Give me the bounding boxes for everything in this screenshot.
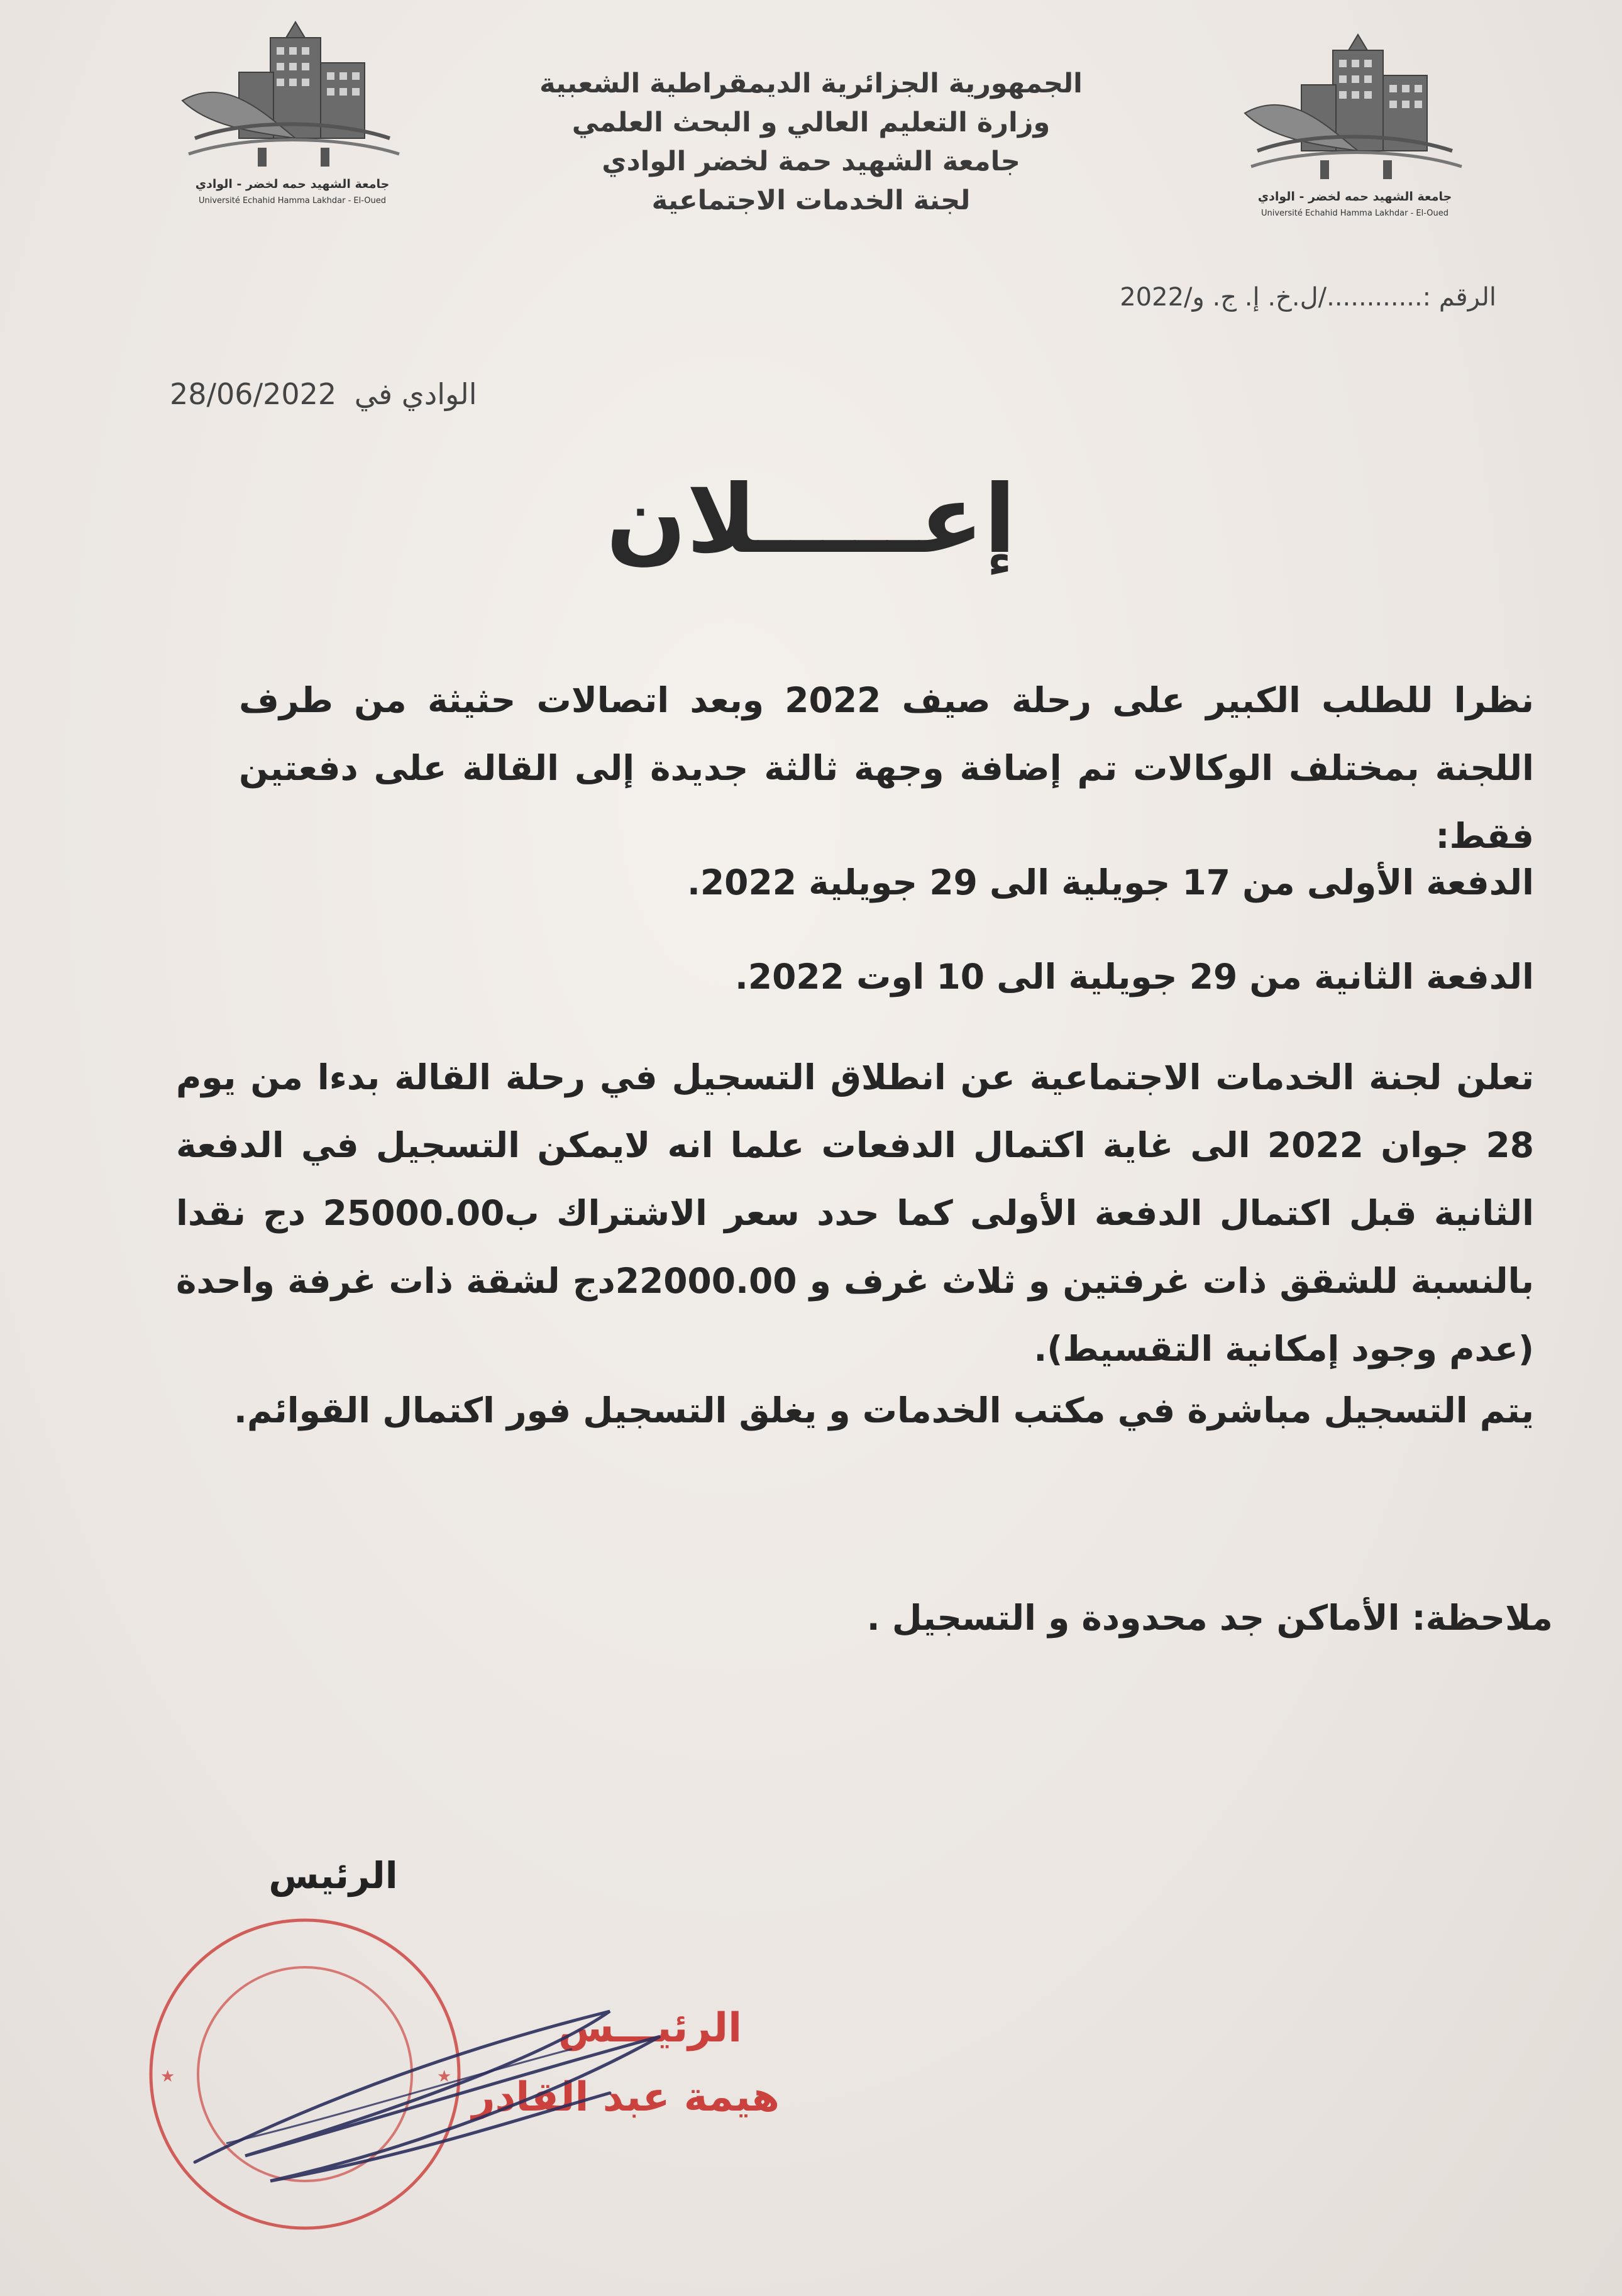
date-line bbox=[170, 377, 610, 411]
registration-paragraph bbox=[176, 1043, 1534, 1383]
logo-caption-french: Université Echahid Hamma Lakhdar - El-Oued bbox=[1261, 209, 1449, 218]
date-value: 28/06/2022 bbox=[170, 377, 337, 411]
stamp-name: هيمة عبد القادر bbox=[472, 2074, 780, 2121]
signatory-title: الرئيس bbox=[268, 1854, 398, 1897]
university-logo-right bbox=[1232, 25, 1477, 233]
university-logo-icon bbox=[1232, 25, 1477, 207]
note-text: ملاحظة: الأماكن جد محدودة و التسجيل . bbox=[866, 1598, 1553, 1638]
signature-scribble-icon bbox=[170, 1999, 710, 2200]
intro-paragraph bbox=[239, 666, 1534, 870]
university-logo-icon bbox=[170, 13, 415, 195]
registration-office-paragraph bbox=[176, 1376, 1534, 1444]
batch-second-text: الدفعة الثانية من 29 جويلية الى 10 اوت 2022. bbox=[734, 957, 1534, 997]
header-republic: الجمهورية الجزائرية الديمقراطية الشعبية bbox=[539, 68, 1083, 99]
svg-text:★: ★ bbox=[437, 2067, 452, 2086]
header-university: جامعة الشهيد حمة لخضر الوادي bbox=[602, 146, 1020, 177]
intro-text: نظرا للطلب الكبير على رحلة صيف 2022 وبعد اتصالات حثيثة من طرف اللجنة بمختلف الوكالات تم إضافة وجهة ثالثة جديدة إلى القالة على دفعتين فقط: bbox=[239, 680, 1534, 856]
logo-caption-french: Université Echahid Hamma Lakhdar - El-Oued bbox=[198, 196, 387, 206]
date-place: الوادي في bbox=[354, 377, 477, 411]
batch-first-text: الدفعة الأولى من 17 جويلية الى 29 جويلية 2022. bbox=[687, 862, 1534, 903]
letterhead bbox=[490, 64, 1132, 220]
header-ministry: وزارة التعليم العالي و البحث العلمي bbox=[571, 107, 1051, 138]
logo-caption-arabic: جامعة الشهيد حمه لخضر - الوادي bbox=[195, 177, 390, 191]
svg-text:وزارة التعليم العالي والبحث ال bbox=[141, 1911, 151, 1916]
logo-caption-arabic: جامعة الشهيد حمه لخضر - الوادي bbox=[1257, 190, 1452, 204]
note-paragraph bbox=[258, 1584, 1553, 1652]
seal-ring-text bbox=[141, 1911, 151, 1916]
batch-first bbox=[239, 849, 1534, 916]
batch-second bbox=[239, 943, 1534, 1011]
reference-number: الرقم :............/ل.خ. إ. ج. و/2022 bbox=[1120, 283, 1496, 312]
header-committee: لجنة الخدمات الاجتماعية bbox=[651, 185, 971, 216]
announcement-title: إعـــــلان bbox=[605, 465, 1017, 574]
handwritten-signature bbox=[170, 1999, 710, 2200]
registration-office-text: يتم التسجيل مباشرة في مكتب الخدمات و يغلق التسجيل فور اكتمال القوائم. bbox=[234, 1390, 1534, 1431]
svg-text:★: ★ bbox=[160, 2067, 175, 2086]
registration-text: تعلن لجنة الخدمات الاجتماعية عن انطلاق التسجيل في رحلة القالة بدءا من يوم 28 جوان 2022 الى غاية اكتمال الدفعات علما انه لايمكن التسجيل في الدفعة الثانية قبل اكتمال الدفعة الأولى كما حدد سعر الاشتراك ب25000.00 دج نقدا بالنسبة للشقق ذات غرفتين و ثلاث غرف و 22000.00دج لشقة ذات غرفة واحدة (عدم وجود إمكانية التقسيط). bbox=[176, 1057, 1534, 1369]
stamp-role: الرئيـــس bbox=[558, 2005, 742, 2052]
university-logo-left bbox=[170, 13, 415, 220]
